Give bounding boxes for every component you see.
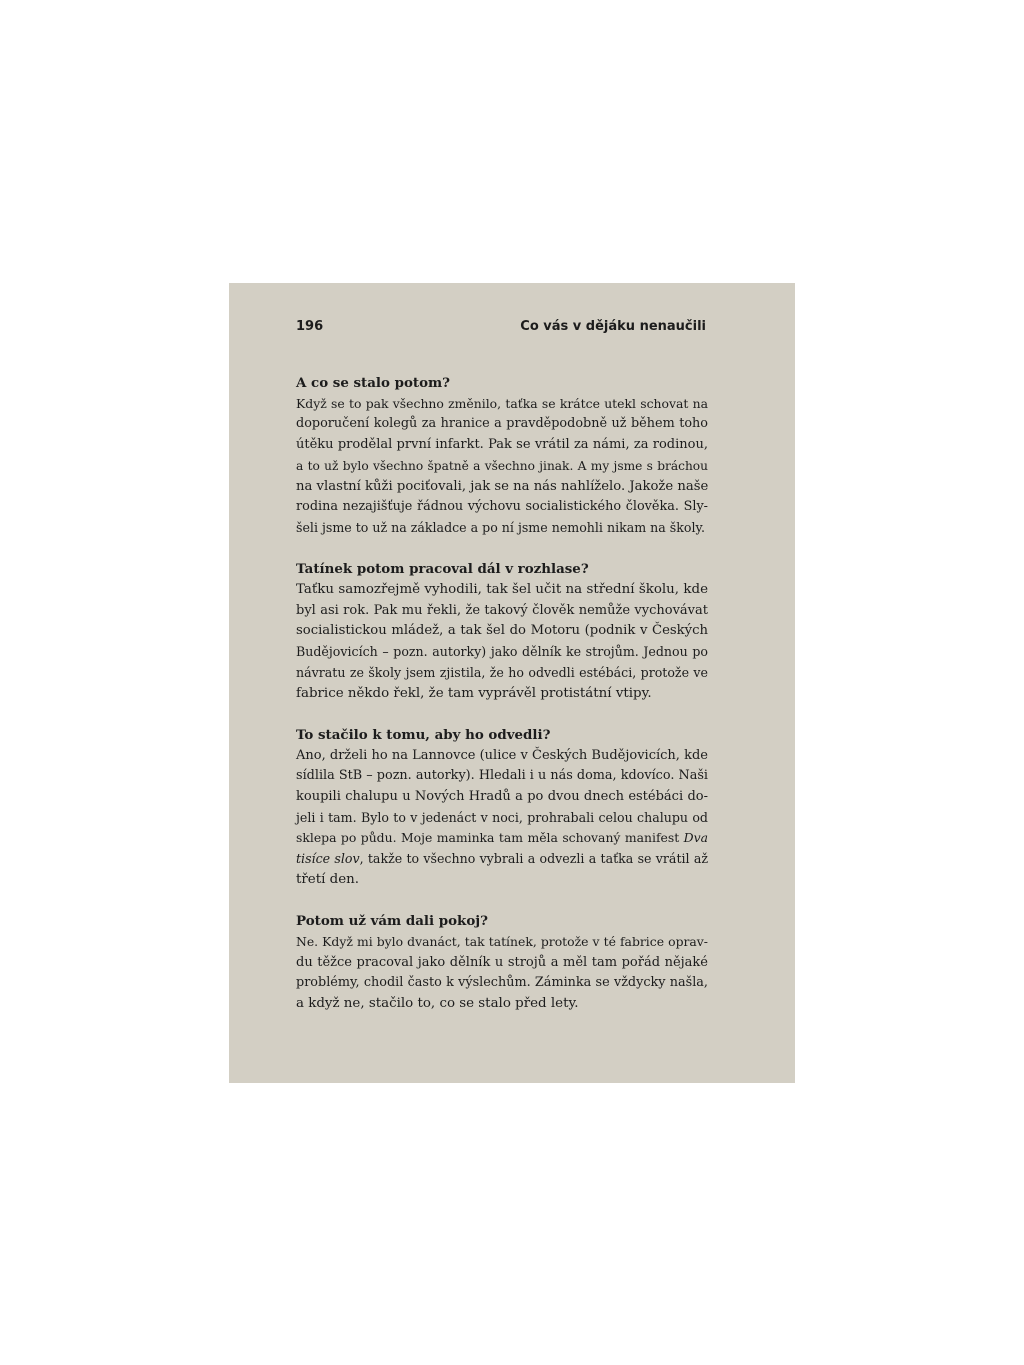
answer-line: Taťku samozřejmě vyhodili, tak šel učit na střední školu, kde <box>296 582 708 598</box>
answer-line: Ano, drželi ho na Lannovce (ulice v Českých Budějovicích, kde <box>296 747 708 763</box>
answer-line: na vlastní kůži pociťovali, jak se na nás nahlíželo. Jakože naše <box>296 478 709 494</box>
book-page <box>229 283 795 1083</box>
answer-line-with-title <box>296 849 708 870</box>
answer-line: útěku prodělal první infarkt. Pak se vrátil za námi, za rodinou, <box>296 437 708 453</box>
answer-line-with-title <box>296 828 708 849</box>
answer-line: socialistickou mládež, a tak šel do Motoru (podnik v Českých <box>296 623 708 639</box>
answer-line: problémy, chodil často k výslechům. Záminka se vždycky našla, <box>296 975 708 991</box>
running-title: Co vás v dějáku nenaučili <box>520 319 706 334</box>
interview-section <box>296 725 708 891</box>
interview-question: Potom už vám dali pokoj? <box>296 913 488 930</box>
answer-line: Když se to pak všechno změnilo, taťka se krátce utekl schovat na <box>296 395 708 411</box>
manifest-title-part: Dva <box>683 830 708 846</box>
answer-line: Ne. Když mi bylo dvanáct, tak tatínek, protože v té fabrice oprav- <box>296 933 708 949</box>
answer-line: doporučení kolegů za hranice a pravděpodobně už během toho <box>296 416 708 432</box>
answer-line: šeli jsme to už na základce a po ní jsme nemohli nikam na školy. <box>296 519 705 535</box>
interview-question: To stačilo k tomu, aby ho odvedli? <box>296 726 551 743</box>
answer-line: a to už bylo všechno špatně a všechno jinak. A my jsme s bráchou <box>296 458 708 473</box>
answer-line: třetí den. <box>296 871 360 887</box>
page-header <box>296 319 706 339</box>
interview-section <box>296 911 708 1015</box>
answer-line: fabrice někdo řekl, že tam vyprávěl protistátní vtipy. <box>296 685 652 701</box>
answer-line: Budějovicích – pozn. autorky) jako dělník ke strojům. Jednou po <box>296 644 708 660</box>
answer-text: , takže to všechno vybrali a odvezli a taťka se vrátil až <box>359 851 708 867</box>
answer-line: a když ne, stačilo to, co se stalo před lety. <box>296 996 579 1012</box>
interview-section <box>296 373 708 539</box>
interview-question: Tatínek potom pracoval dál v rozhlase? <box>296 561 589 578</box>
answer-line: du těžce pracoval jako dělník u strojů a měl tam pořád nějaké <box>296 954 708 970</box>
interview-section <box>296 559 708 704</box>
answer-line: byl asi rok. Pak mu řekli, že takový člověk nemůže vychovávat <box>296 602 708 618</box>
answer-line: sídlila StB – pozn. autorky). Hledali i u nás doma, kdovíco. Naši <box>296 768 708 784</box>
manifest-title-part: tisíce slov <box>296 851 360 867</box>
interview-question: A co se stalo potom? <box>296 375 451 391</box>
page-body <box>296 373 708 1035</box>
answer-line: rodina nezajišťuje řádnou výchovu socialistického člověka. Sly- <box>296 499 708 515</box>
page-number: 196 <box>296 319 324 334</box>
answer-text: sklepa po půdu. Moje maminka tam měla schovaný manifest <box>296 830 680 846</box>
answer-line: koupili chalupu u Nových Hradů a po dvou dnech estébáci do- <box>296 789 708 805</box>
answer-line: jeli i tam. Bylo to v jedenáct v noci, prohrabali celou chalupu od <box>296 809 708 825</box>
answer-line: návratu ze školy jsem zjistila, že ho odvedli estébáci, protože ve <box>296 664 708 680</box>
